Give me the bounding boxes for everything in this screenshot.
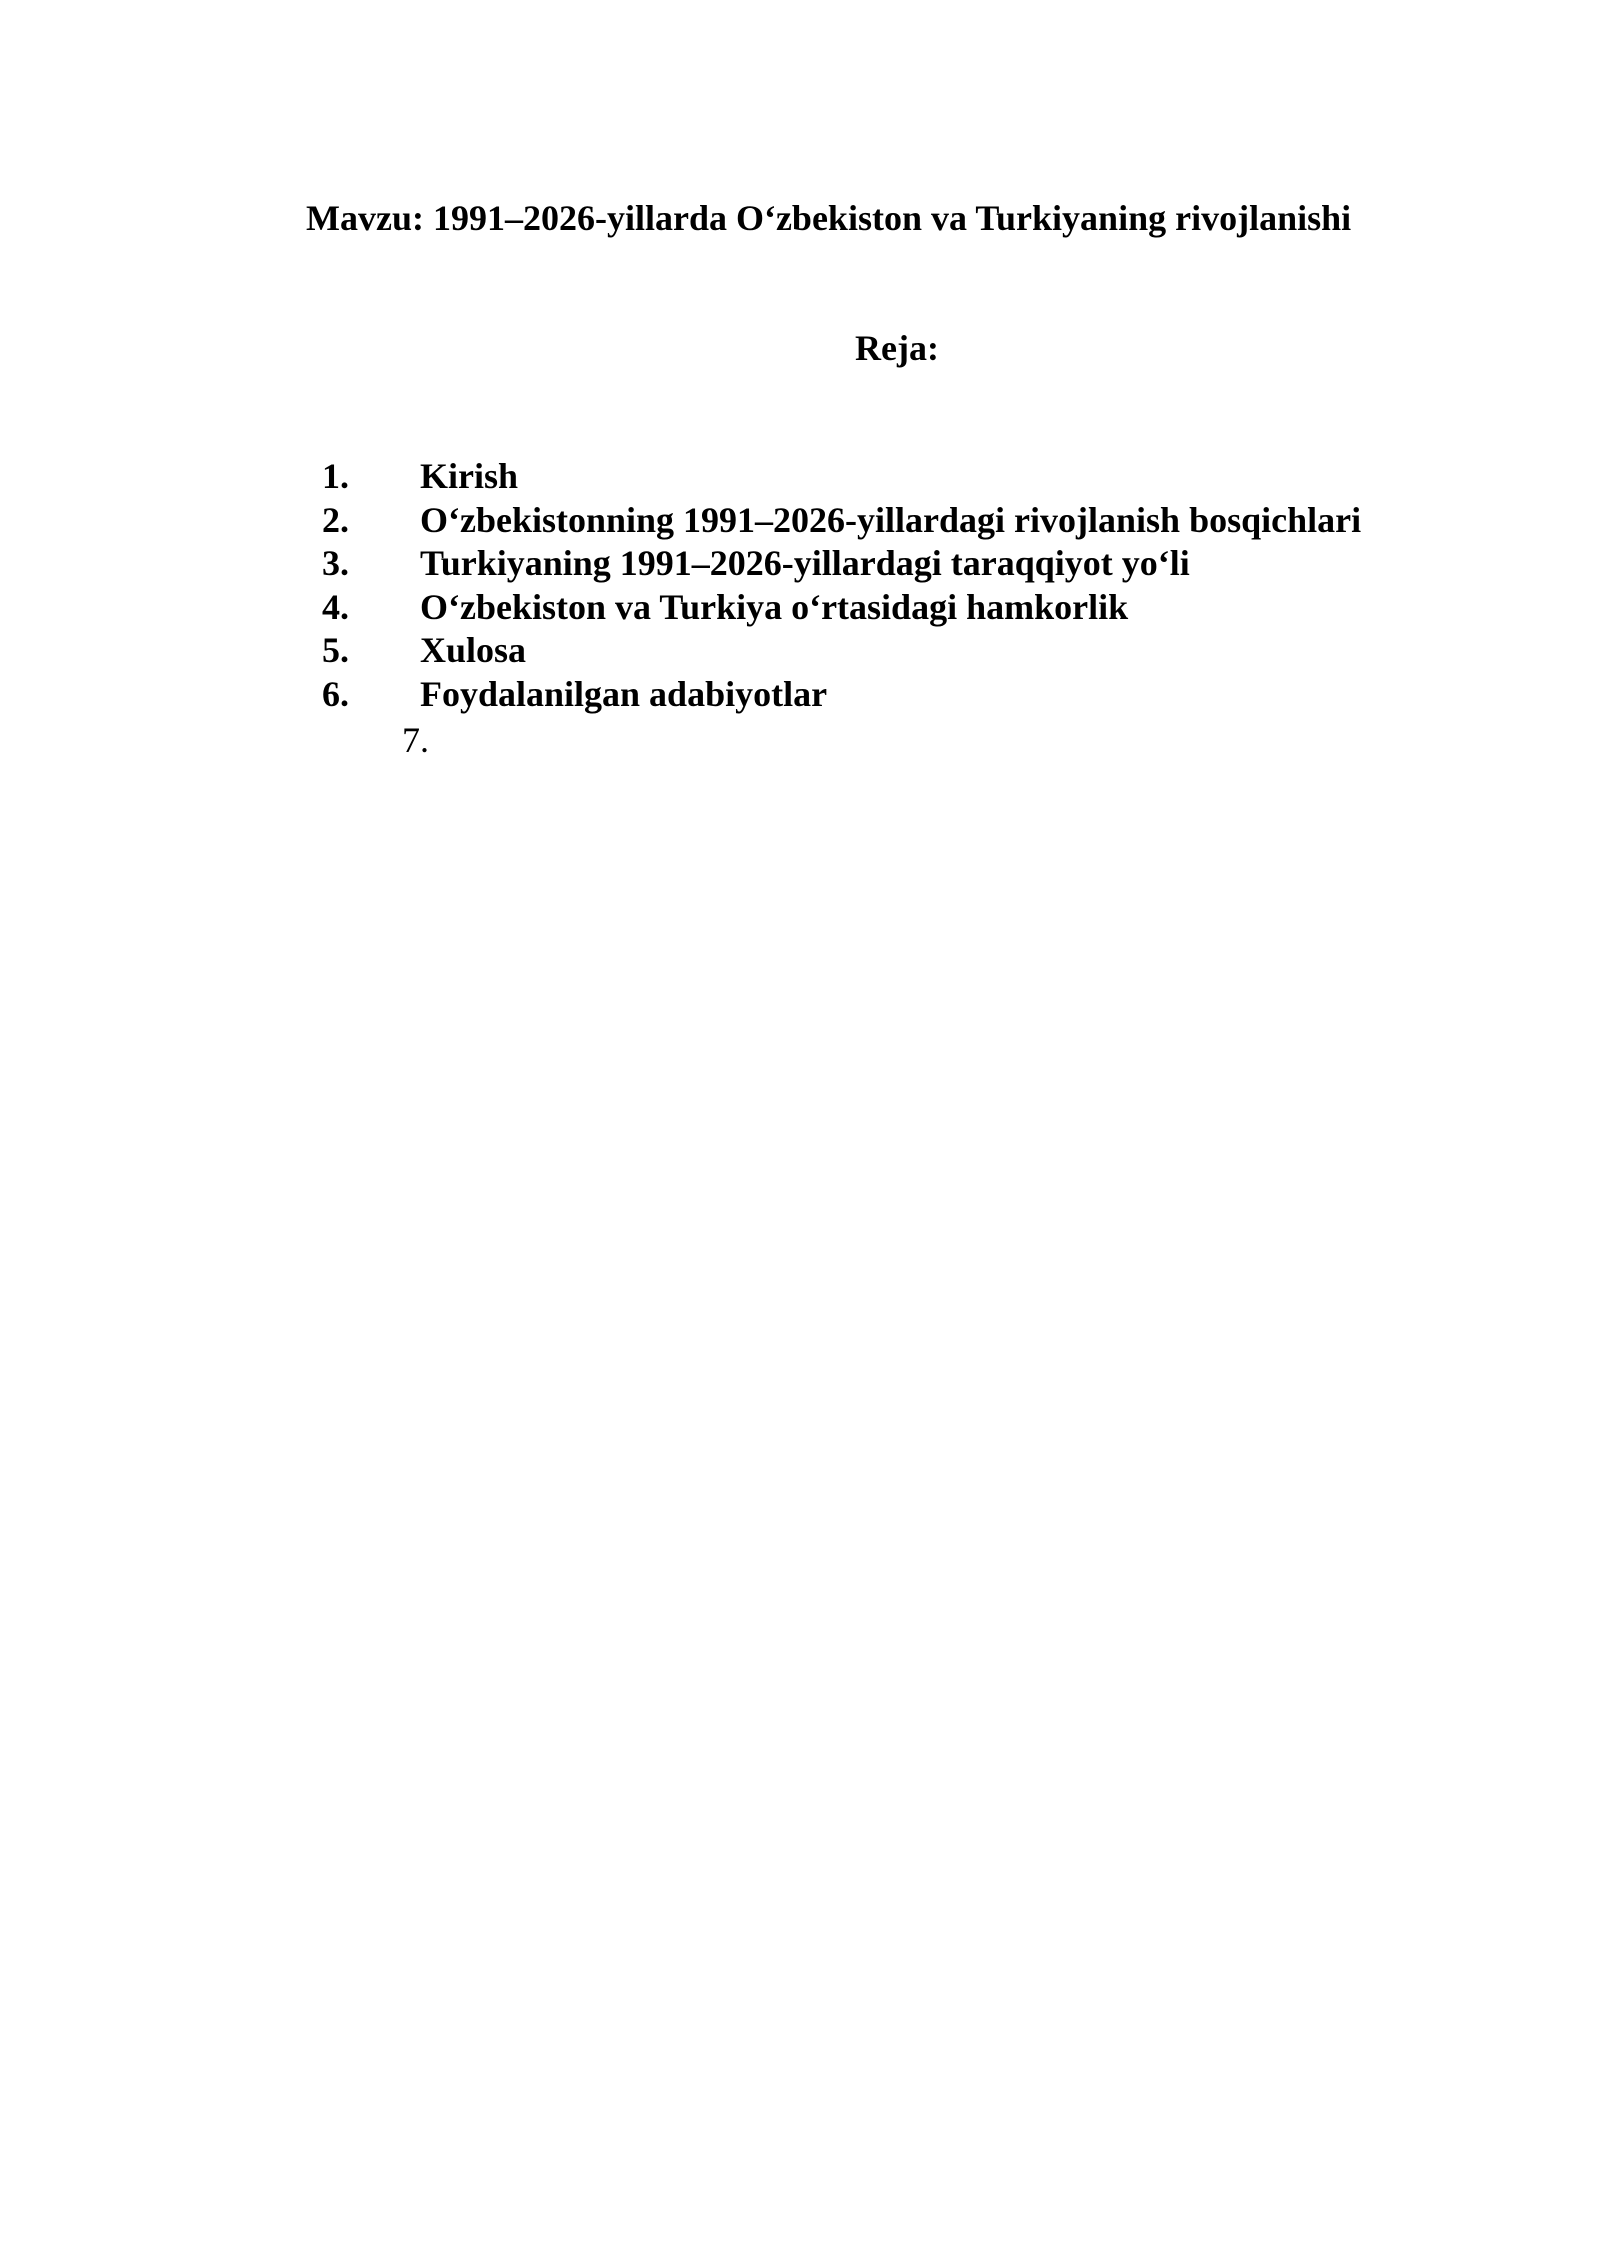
plan-item-empty-number: 7. bbox=[402, 720, 429, 760]
plan-item-cooperation bbox=[322, 586, 1361, 630]
plan-item-number: 2. bbox=[322, 499, 349, 540]
plan-item-text: Xulosa bbox=[420, 630, 527, 670]
plan-item-references bbox=[322, 673, 1361, 717]
plan-item-text: Kirish bbox=[420, 456, 519, 496]
plan-item-uzbekistan-stages bbox=[322, 499, 1361, 543]
plan-heading: Reja: bbox=[855, 328, 939, 368]
plan-item-turkey-path bbox=[322, 542, 1361, 586]
plan-item-number: 1. bbox=[322, 456, 349, 496]
plan-item-number: 4. bbox=[322, 586, 349, 627]
plan-list bbox=[322, 455, 1361, 716]
plan-item-xulosa bbox=[322, 629, 1361, 673]
plan-item-text: Turkiyaning 1991–2026-yillardagi taraqqiyot yo‘li bbox=[420, 543, 1190, 583]
plan-item-number: 6. bbox=[322, 673, 349, 714]
plan-item-number: 3. bbox=[322, 543, 349, 583]
plan-item-text: Foydalanilgan adabiyotlar bbox=[420, 673, 828, 714]
plan-item-number: 5. bbox=[322, 630, 349, 670]
plan-item-kirish bbox=[322, 455, 1361, 499]
topic-title: Mavzu: 1991–2026-yillarda O‘zbekiston va Turkiyaning rivojlanishi bbox=[306, 198, 1352, 238]
plan-item-text: O‘zbekistonning 1991–2026-yillardagi rivojlanish bosqichlari bbox=[420, 499, 1362, 540]
plan-item-text: O‘zbekiston va Turkiya o‘rtasidagi hamkorlik bbox=[420, 586, 1129, 627]
